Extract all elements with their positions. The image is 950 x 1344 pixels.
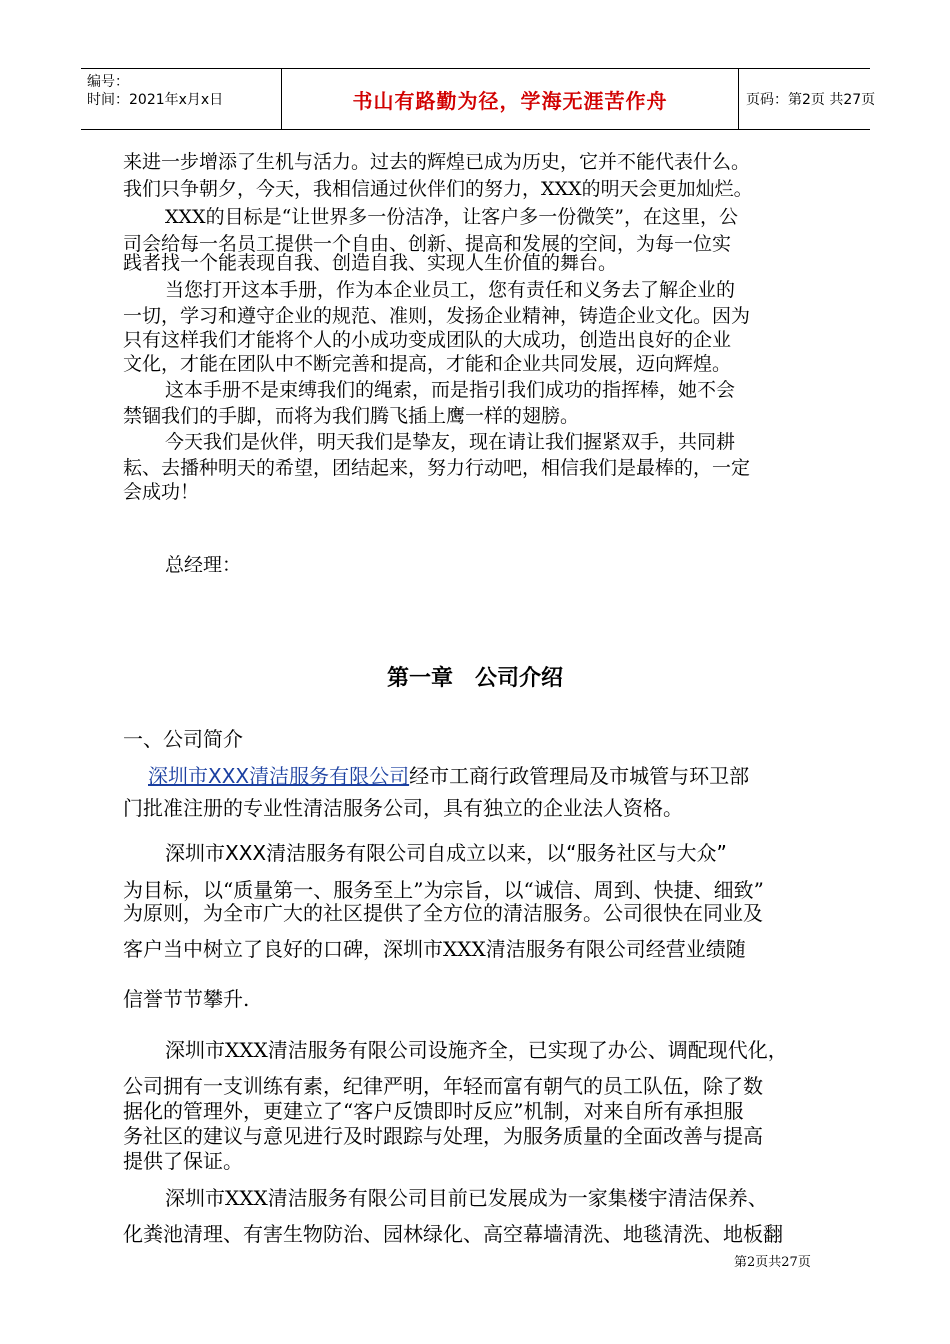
header-left-cell	[81, 69, 281, 129]
page-header	[81, 68, 876, 130]
document-date-label: 时间：2021年x月x日	[87, 92, 224, 108]
letter-line: 文化，才能在团队中不断完善和提高，才能和企业共同发展，迈向辉煌。	[123, 353, 732, 375]
paragraph-line: 公司拥有一支训练有素，纪律严明，年轻而富有朝气的员工队伍，除了数	[123, 1074, 763, 1098]
header-page-cell	[738, 69, 876, 129]
letter-line: 司会给每一名员工提供一个自由、创新、提高和发展的空间，为每一位实	[123, 233, 732, 255]
letter-line: 我们只争朝夕，今天，我相信通过伙伴们的努力，XXX的明天会更加灿烂。	[123, 178, 753, 200]
paragraph-line: 信誉节节攀升.	[123, 987, 250, 1011]
letter-line: 今天我们是伙伴，明天我们是挚友，现在请让我们握紧双手，共同耕	[165, 431, 736, 453]
letter-line: 会成功！	[123, 481, 200, 503]
header-motto-cell	[281, 69, 739, 129]
paragraph-line: 务社区的建议与意见进行及时跟踪与处理，为服务质量的全面改善与提高	[123, 1124, 763, 1148]
letter-line: 践者找一个能表现自我、创造自我、实现人生价值的舞台。	[123, 252, 618, 274]
section-title: 一、公司简介	[123, 727, 243, 751]
paragraph-line: 深圳市XXX清洁服务有限公司设施齐全，已实现了办公、调配现代化，	[165, 1038, 788, 1062]
letter-line: 这本手册不是束缚我们的绳索，而是指引我们成功的指挥棒，她不会	[165, 379, 736, 401]
intro-paragraph-line: 门批准注册的专业性清洁服务公司，具有独立的企业法人资格。	[123, 796, 683, 820]
paragraph-line: 据化的管理外，更建立了“客户反馈即时反应”机制，对来自所有承担服	[123, 1099, 744, 1123]
paragraph-line: 深圳市XXX清洁服务有限公司自成立以来，以“服务社区与大众”	[165, 841, 727, 865]
paragraph-line: 为原则，为全市广大的社区提供了全方位的清洁服务。公司很快在同业及	[123, 901, 763, 925]
document-number-label: 编号：	[87, 74, 129, 90]
header-motto: 书山有路勤为径，学海无涯苦作舟	[352, 88, 668, 113]
paragraph-line: 客户当中树立了良好的口碑，深圳市XXX清洁服务有限公司经营业绩随	[123, 937, 746, 961]
signature-label: 总经理：	[165, 554, 242, 576]
letter-line: 当您打开这本手册，作为本企业员工，您有责任和义务去了解企业的	[165, 279, 736, 301]
intro-text: 经市工商行政管理局及市城管与环卫部	[409, 764, 750, 788]
letter-line: 一切，学习和遵守企业的规范、准则，发扬企业精神，铸造企业文化。因为	[123, 305, 751, 327]
chapter-title: 第一章 公司介绍	[386, 666, 563, 691]
footer-page-number: 第2页共27页	[734, 1255, 811, 1270]
paragraph-line: 提供了保证。	[123, 1149, 243, 1173]
letter-line: 来进一步增添了生机与活力。过去的辉煌已成为历史，它并不能代表什么。	[123, 151, 751, 173]
company-name-link[interactable]: 深圳市XXX清洁服务有限公司	[148, 764, 410, 788]
letter-line: XXX的目标是“让世界多一份洁净，让客户多一份微笑”，在这里，公	[165, 206, 739, 228]
letter-line: 耘、去播种明天的希望，团结起来，努力行动吧，相信我们是最棒的，一定	[123, 457, 751, 479]
letter-line: 只有这样我们才能将个人的小成功变成团队的大成功，创造出良好的企业	[123, 329, 732, 351]
intro-paragraph-line	[148, 764, 749, 788]
header-page-number: 页码：第2页 共27页	[746, 92, 876, 108]
paragraph-line: 深圳市XXX清洁服务有限公司目前已发展成为一家集楼宇清洁保养、	[165, 1186, 768, 1210]
paragraph-line: 化粪池清理、有害生物防治、园林绿化、高空幕墙清洗、地毯清洗、地板翻	[123, 1222, 783, 1246]
letter-line: 禁锢我们的手脚，而将为我们腾飞插上鹰一样的翅膀。	[123, 405, 580, 427]
paragraph-line: 为目标，以“质量第一、服务至上”为宗旨，以“诚信、周到、快捷、细致”	[123, 878, 764, 902]
